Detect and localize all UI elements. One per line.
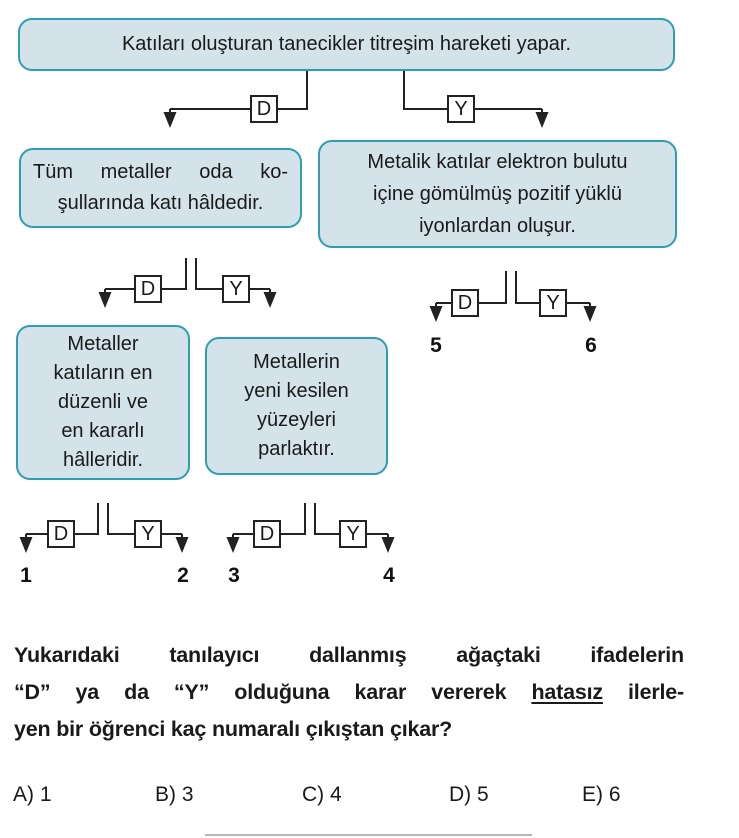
- statement-line: parlaktır.: [258, 438, 335, 460]
- exit-number-6: 6: [585, 334, 597, 357]
- branch-chip-d: D: [134, 275, 162, 303]
- branch-line-root-d: [170, 71, 307, 109]
- exit-number-4: 4: [383, 564, 395, 587]
- exit-number-3: 3: [228, 564, 240, 587]
- question-line-3: yen bir öğrenci kaç numaralı çıkıştan çıkar?: [14, 717, 453, 741]
- question-text: [14, 637, 684, 748]
- statement-line: katıların en: [53, 362, 153, 384]
- question-line-2-pre: “D” ya da “Y” olduğuna karar vererek: [14, 680, 532, 704]
- down-arrowhead-icon: [264, 292, 277, 308]
- question-line-2-post: ilerle-: [602, 680, 684, 704]
- option-b: B) 3: [155, 783, 194, 806]
- root-statement-box: [18, 18, 675, 71]
- down-arrowhead-icon: [20, 537, 33, 553]
- statement-line: yüzeyleri: [257, 409, 336, 431]
- option-e: E) 6: [582, 783, 621, 806]
- statement-line: Metalik katılar elektron bulutu: [367, 151, 628, 173]
- option-d: D) 5: [449, 783, 489, 806]
- down-arrowhead-icon: [164, 112, 177, 128]
- branch-chip-d: D: [250, 95, 278, 123]
- statement-line: en kararlı: [61, 420, 145, 442]
- branch-chip-y: Y: [222, 275, 250, 303]
- branch-chip-d: D: [47, 520, 75, 548]
- statement-line: şullarında katı hâldedir.: [57, 192, 264, 214]
- exit-number-2: 2: [177, 564, 189, 587]
- branch-chip-y: Y: [134, 520, 162, 548]
- statement-line: Metaller: [67, 333, 139, 355]
- down-arrowhead-icon: [176, 537, 189, 553]
- down-arrowhead-icon: [99, 292, 112, 308]
- level3-left-statement-box: [16, 325, 190, 480]
- statement-line: düzenli ve: [57, 391, 149, 413]
- branch-chip-y: Y: [339, 520, 367, 548]
- exit-number-1: 1: [20, 564, 32, 587]
- question-line-1: Yukarıdaki tanılayıcı dallanmış ağaçtaki ifadelerin: [14, 643, 684, 667]
- branch-chip-y: Y: [539, 289, 567, 317]
- question-line-2: [14, 674, 684, 711]
- root-statement-text: Katıları oluşturan tanecikler titreşim hareketi yapar.: [121, 33, 572, 55]
- down-arrowhead-icon: [536, 112, 549, 128]
- statement-line: Tüm metaller oda ko-: [33, 161, 288, 183]
- option-c: C) 4: [302, 783, 342, 806]
- statement-line: içine gömülmüş pozitif yüklü: [373, 183, 622, 205]
- level2-right-statement-box: [318, 140, 677, 248]
- level2-left-statement-box: [19, 148, 302, 228]
- level3-right-statement-box: [205, 337, 388, 475]
- question-underlined-word: hatasız: [531, 680, 603, 704]
- branch-chip-y: Y: [447, 95, 475, 123]
- down-arrowhead-icon: [227, 537, 240, 553]
- page-artifact-line: [205, 834, 532, 836]
- statement-line: hâlleridir.: [62, 449, 144, 471]
- exit-number-5: 5: [430, 334, 442, 357]
- branch-chip-d: D: [451, 289, 479, 317]
- statement-line: Metallerin: [253, 351, 340, 373]
- branch-chip-d: D: [253, 520, 281, 548]
- down-arrowhead-icon: [382, 537, 395, 553]
- statement-line: yeni kesilen: [244, 380, 349, 402]
- statement-line: iyonlardan oluşur.: [419, 215, 576, 237]
- down-arrowhead-icon: [430, 306, 443, 322]
- option-a: A) 1: [13, 783, 52, 806]
- down-arrowhead-icon: [584, 306, 597, 322]
